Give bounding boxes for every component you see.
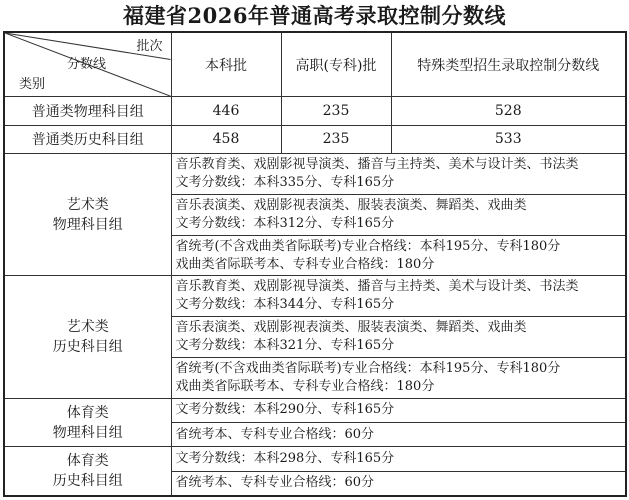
- detail-line: 音乐表演类、戏剧影视表演类、服装表演类、舞蹈类、戏曲类: [175, 320, 527, 335]
- detail-line: 音乐教育类、戏剧影视导演类、播音与主持类、美术与设计类、书法类: [175, 157, 579, 173]
- art-history-block-3: [171, 357, 626, 398]
- detail-line: 省统考(不含戏曲类省际联考)专业合格线：本科195分、专科180分: [175, 360, 561, 376]
- art-history-block-1: [171, 276, 626, 317]
- sports-history-block-2: 省统考本、专科专业合格线：60分: [171, 471, 626, 496]
- detail-line: 文考分数线：本科335分、专科165分: [175, 175, 395, 191]
- table-row: [4, 154, 626, 195]
- table-row: [4, 125, 626, 154]
- sports-history-block-1: 文考分数线：本科298分、专科165分: [171, 447, 626, 471]
- detail-line: 文考分数线：本科312分、专科165分: [175, 215, 395, 231]
- score-vocational: 235: [281, 125, 391, 154]
- category-art-history: [4, 276, 171, 398]
- header-undergrad: 本科批: [171, 32, 281, 97]
- header-special: 特殊类型招生录取控制分数线: [391, 32, 626, 97]
- page-title: 福建省2026年普通高考录取控制分数线: [123, 3, 506, 28]
- score-table: [3, 31, 627, 497]
- detail-line: 戏曲类省际联考本、专科专业合格线：180分: [175, 378, 435, 394]
- corner-label-category: 类别: [19, 77, 46, 92]
- art-physics-block-1: [171, 154, 626, 195]
- corner-header-cell: [4, 32, 171, 97]
- category-sports-physics: [4, 398, 171, 447]
- art-physics-block-2: [171, 194, 626, 235]
- table-row: [4, 276, 626, 317]
- category-sports-history: [4, 447, 171, 496]
- category-line: 艺术类: [66, 319, 109, 335]
- score-undergrad: 458: [171, 125, 281, 154]
- corner-label-batch: 批次: [136, 39, 163, 54]
- category-line: 体育类: [66, 404, 109, 421]
- category-line: 艺术类: [66, 196, 109, 213]
- corner-label-score: 分数线: [67, 57, 107, 72]
- score-special: 528: [391, 97, 626, 126]
- category-line: 物理科目组: [52, 424, 123, 441]
- art-physics-block-3: [171, 235, 626, 276]
- table-row: [4, 398, 626, 422]
- category-art-physics: [4, 154, 171, 276]
- header-vocational: 高职(专科)批: [281, 32, 391, 97]
- detail-line: 音乐表演类、戏剧影视表演类、服装表演类、舞蹈类、戏曲类: [175, 197, 527, 213]
- score-undergrad: 446: [171, 97, 281, 126]
- score-vocational: 235: [281, 97, 391, 126]
- sports-physics-block-1: 文考分数线：本科290分、专科165分: [171, 398, 626, 422]
- category-line: 体育类: [66, 453, 109, 470]
- header-row: [4, 32, 626, 97]
- detail-line: 音乐教育类、戏剧影视导演类、播音与主持类、美术与设计类、书法类: [175, 279, 579, 295]
- detail-line: 文考分数线：本科321分、专科165分: [175, 338, 395, 353]
- score-special: 533: [391, 125, 626, 154]
- detail-line: 文考分数线：本科344分、专科165分: [175, 297, 395, 313]
- category-line: 物理科目组: [52, 216, 123, 233]
- table-row: [4, 447, 626, 471]
- art-history-block-2: [171, 317, 626, 358]
- category-general-physics: 普通类物理科目组: [4, 97, 171, 126]
- detail-line: 戏曲类省际联考本、专科专业合格线：180分: [175, 256, 435, 272]
- detail-line: 省统考(不含戏曲类省际联考)专业合格线：本科195分、专科180分: [175, 238, 561, 254]
- category-line: 历史科目组: [52, 473, 123, 490]
- category-general-history: 普通类历史科目组: [4, 125, 171, 154]
- sports-physics-block-2: 省统考本、专科专业合格线：60分: [171, 423, 626, 447]
- table-row: [4, 97, 626, 126]
- category-line: 历史科目组: [52, 339, 123, 355]
